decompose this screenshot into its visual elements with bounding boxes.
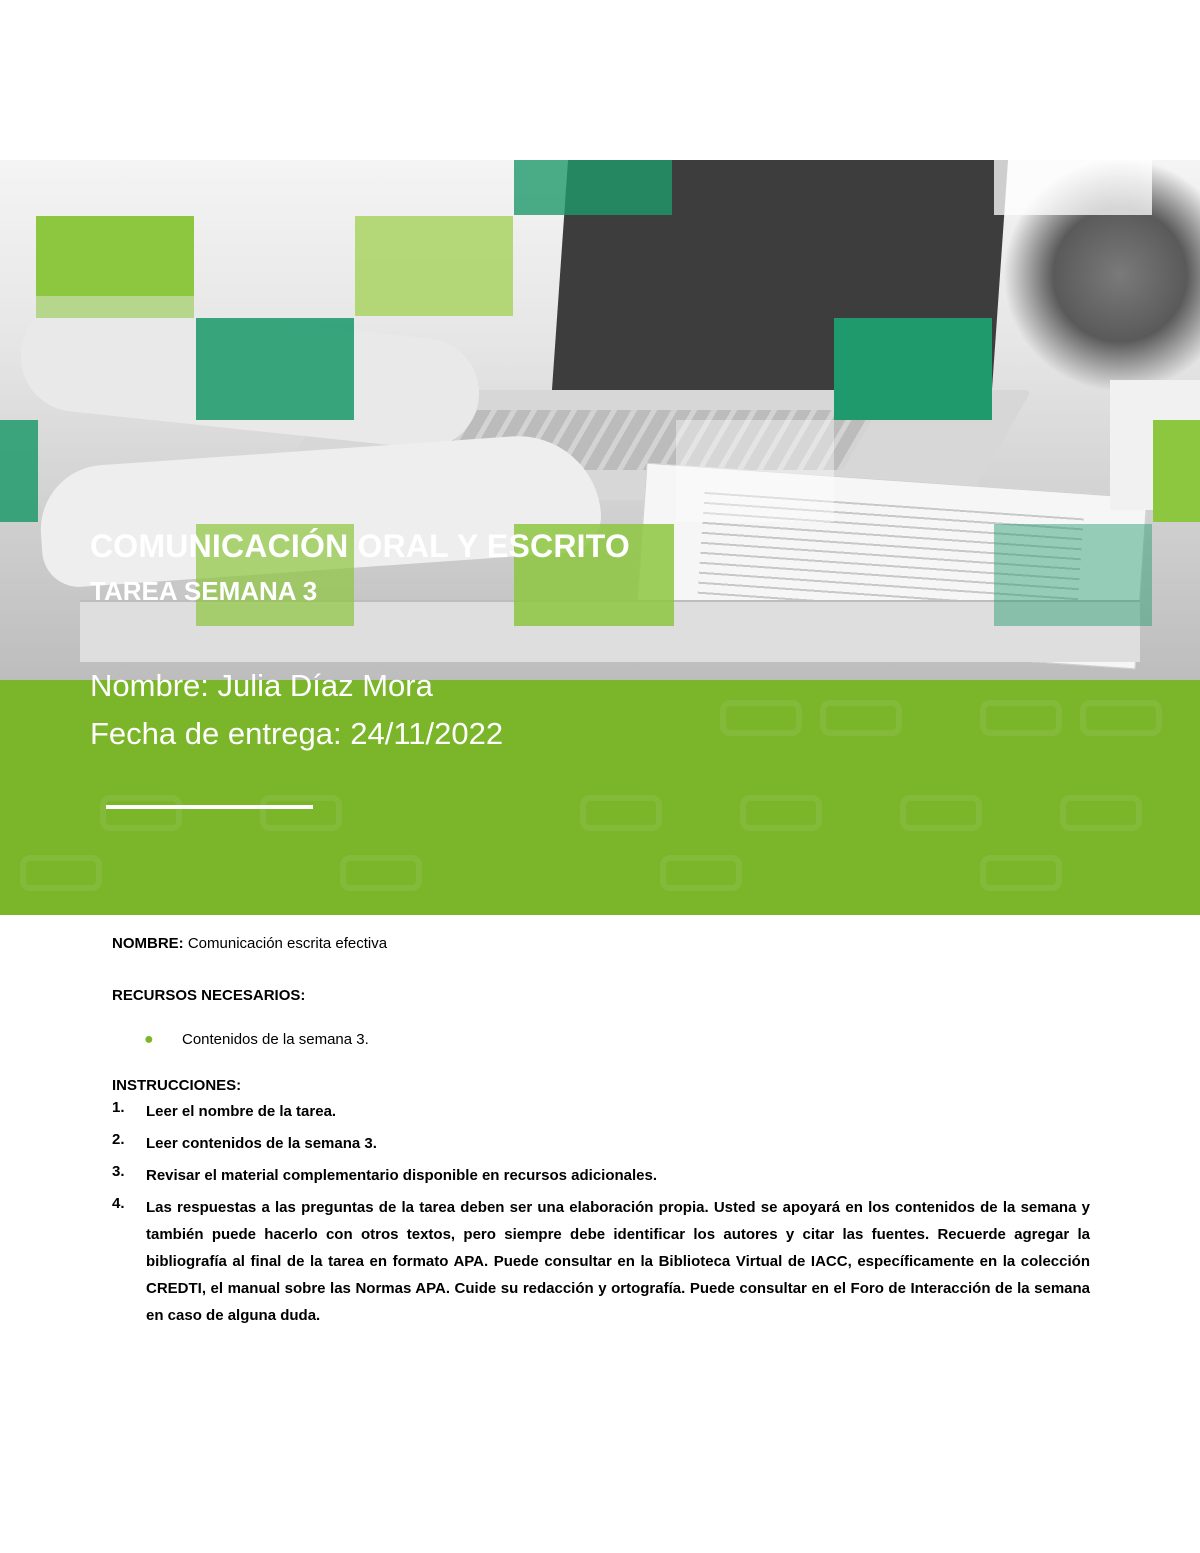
instructions-list — [112, 1098, 1090, 1329]
deco-square — [36, 216, 194, 296]
name-value: Comunicación escrita efectiva — [187, 935, 388, 952]
step-text: Leer el nombre de la tarea. — [146, 1103, 337, 1120]
bullet-icon: ● — [144, 1031, 154, 1048]
task-subtitle: TAREA SEMANA 3 — [90, 576, 318, 606]
step-number: 3. — [112, 1163, 125, 1180]
student-name: Nombre: Julia Díaz Mora — [90, 668, 433, 703]
deco-square — [36, 296, 194, 318]
deco-square — [196, 318, 354, 420]
deco-square — [514, 160, 672, 215]
step-text: Revisar el material complementario disponible en recursos adicionales. — [146, 1167, 658, 1184]
cover-banner — [0, 160, 1200, 915]
deco-square — [994, 524, 1152, 626]
deco-square — [676, 420, 834, 522]
course-title: COMUNICACIÓN ORAL Y ESCRITO — [90, 528, 630, 564]
step-number: 1. — [112, 1099, 125, 1116]
list-item — [112, 1098, 1090, 1125]
title-underline — [106, 805, 313, 809]
step-number: 2. — [112, 1131, 125, 1148]
deco-square — [994, 160, 1152, 215]
assignment-name — [112, 934, 1090, 954]
resource-text: Contenidos de la semana 3. — [182, 1031, 369, 1048]
step-text: Leer contenidos de la semana 3. — [146, 1135, 377, 1152]
deco-square — [834, 318, 992, 420]
resource-item — [144, 1030, 1090, 1050]
list-item — [112, 1162, 1090, 1189]
deco-square — [355, 216, 513, 316]
resources-heading: RECURSOS NECESARIOS: — [112, 987, 306, 1004]
deco-square — [1153, 420, 1200, 522]
due-date: Fecha de entrega: 24/11/2022 — [90, 716, 504, 751]
assignment-body — [112, 934, 1090, 1334]
list-item — [112, 1194, 1090, 1329]
step-number: 4. — [112, 1195, 125, 1212]
instructions-heading: INSTRUCCIONES: — [112, 1077, 242, 1094]
deco-square — [0, 420, 38, 522]
step-text: Las respuestas a las preguntas de la tarea deben ser una elaboración propia. Usted se apoyará en los contenidos de la semana y también puede hacerlo con otros textos, pero siempre debe identificar los autores y citar las fuentes. Recuerde agregar la bibliografía al final de la tarea en formato APA. Puede consultar en la Biblioteca Virtual de IACC, específicamente en la colección CREDTI, el manual sobre las Normas APA. Cuide su redacción y ortografía. Puede consultar en el Foro de Interacción de la semana en caso de alguna duda. — [146, 1199, 1090, 1324]
list-item — [112, 1130, 1090, 1157]
name-label: NOMBRE: — [112, 935, 184, 952]
